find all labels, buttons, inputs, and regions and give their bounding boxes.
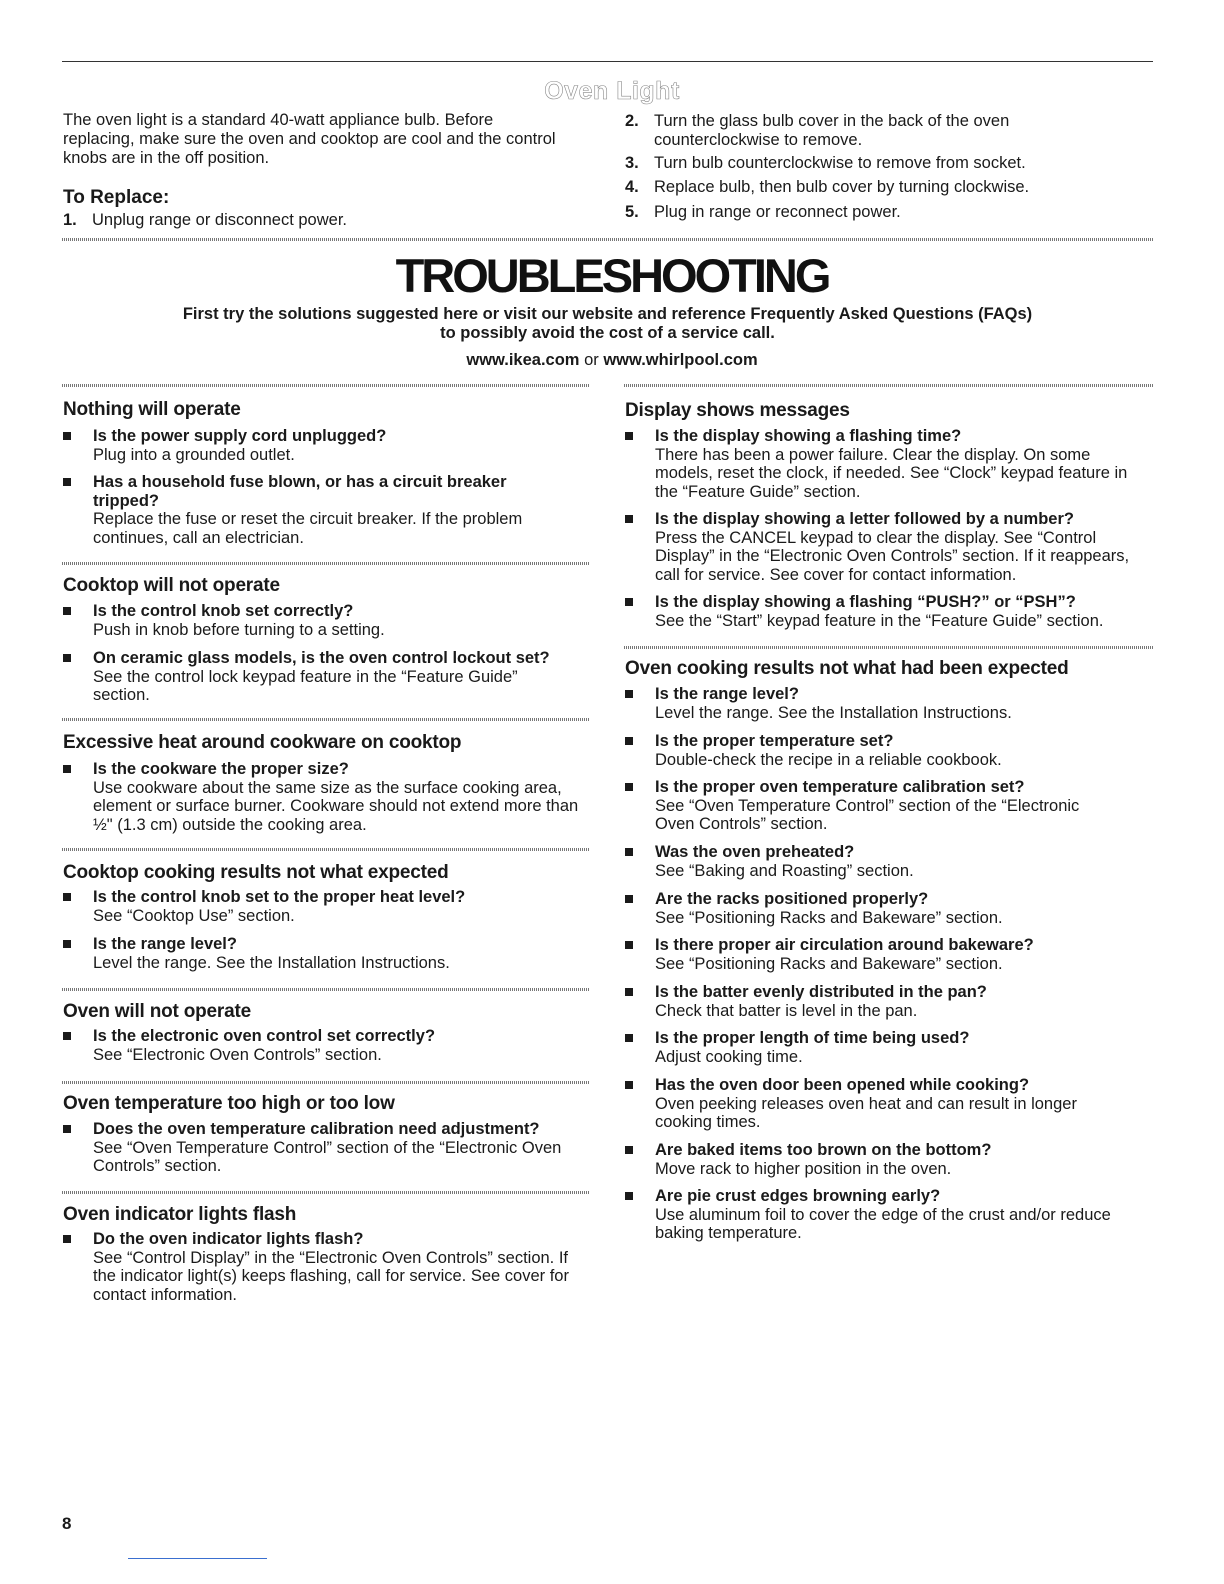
bottom-link-line (128, 1558, 267, 1559)
qa-item (625, 936, 1155, 973)
question: Is the display showing a letter followed by a number? (655, 510, 1074, 528)
section-divider (62, 562, 590, 565)
answer: Use cookware about the same size as the surface cooking area, element or surface burner. Cookware should not extend more than ½" (1.3 cm) outside the cooking area. (93, 778, 579, 834)
step-number: 3. (625, 154, 639, 172)
answer: Adjust cooking time. (655, 1047, 803, 1066)
qa-item (625, 1187, 1155, 1243)
section-heading: Cooktop will not operate (63, 575, 280, 596)
section-heading: Display shows messages (625, 400, 850, 421)
qa-item (63, 649, 593, 705)
qa-item (63, 1120, 593, 1176)
question: Does the oven temperature calibration need adjustment? (93, 1120, 540, 1138)
qa-item (63, 888, 583, 925)
section-heading: Oven cooking results not what had been expected (625, 658, 1069, 679)
section-divider (624, 646, 1153, 649)
section-divider (62, 988, 590, 991)
bullet-icon (625, 1034, 633, 1042)
step-text: Unplug range or disconnect power. (92, 211, 347, 229)
website-or: or (584, 351, 599, 369)
answer: See the control lock keypad feature in the “Feature Guide” section. (93, 667, 518, 704)
section-divider (62, 1081, 590, 1084)
qa-item (63, 1027, 563, 1064)
question: Has the oven door been opened while cooking? (655, 1076, 1030, 1094)
step-number: 4. (625, 178, 639, 196)
subtitle-line-1: First try the solutions suggested here or visit our website and reference Frequently Asked Questions (FAQs) (182, 305, 1033, 323)
question: Is the cookware the proper size? (93, 760, 349, 778)
bullet-icon (625, 598, 633, 606)
qa-item (625, 593, 1155, 630)
oven-light-intro: The oven light is a standard 40-watt appliance bulb. Before replacing, make sure the oven and cooktop are cool and the control knobs are in the off position. (63, 111, 556, 167)
qa-item (625, 732, 1125, 769)
question: Was the oven preheated? (655, 843, 855, 861)
answer: Level the range. See the Installation Instructions. (655, 703, 1012, 722)
question: Is the range level? (655, 685, 799, 703)
step-text: Turn the glass bulb cover in the back of the oven counterclockwise to remove. (654, 112, 1010, 149)
qa-item (625, 843, 1125, 880)
qa-item (625, 427, 1155, 501)
bullet-icon (625, 737, 633, 745)
section-divider (62, 848, 590, 851)
subtitle-line-2: to possibly avoid the cost of a service call. (440, 324, 775, 342)
section-divider (62, 718, 590, 721)
qa-item (625, 1076, 1125, 1132)
answer: See “Control Display” in the “Electronic Oven Controls” section. If the indicator light(s) keeps flashing, call for service. See cover for contact information. (93, 1248, 569, 1304)
answer: Replace the fuse or reset the circuit breaker. If the problem continues, call an electrician. (93, 510, 523, 547)
section-heading: Nothing will operate (63, 399, 241, 420)
question: Do the oven indicator lights flash? (93, 1230, 364, 1248)
bullet-icon (63, 1235, 71, 1243)
bullet-icon (63, 1032, 71, 1040)
question: Is the control knob set correctly? (93, 602, 354, 620)
bullet-icon (63, 765, 71, 773)
answer: Use aluminum foil to cover the edge of the crust and/or reduce baking temperature. (655, 1205, 1111, 1242)
qa-item (63, 427, 563, 464)
question: Is there proper air circulation around bakeware? (655, 936, 1034, 954)
bullet-icon (63, 607, 71, 615)
answer: See “Oven Temperature Control” section of the “Electronic Oven Controls” section. (93, 1138, 562, 1175)
step-number: 1. (63, 211, 77, 229)
section-heading: Oven temperature too high or too low (63, 1093, 395, 1114)
bullet-icon (625, 432, 633, 440)
bullet-icon (625, 690, 633, 698)
bullet-icon (625, 783, 633, 791)
qa-item (63, 760, 583, 834)
qa-item (625, 778, 1125, 834)
bullet-icon (63, 940, 71, 948)
qa-item (63, 935, 563, 972)
bullet-icon (625, 1081, 633, 1089)
bullet-icon (625, 515, 633, 523)
question: Is the proper oven temperature calibration set? (655, 778, 1025, 796)
question: On ceramic glass models, is the oven control lockout set? (93, 649, 550, 667)
section-heading: Oven indicator lights flash (63, 1204, 297, 1225)
bullet-icon (625, 988, 633, 996)
section-divider (62, 1191, 590, 1194)
answer: Level the range. See the Installation Instructions. (93, 953, 450, 972)
question: Is the proper length of time being used? (655, 1029, 970, 1047)
step-number: 5. (625, 203, 639, 221)
website-ikea: www.ikea.com (466, 351, 580, 369)
bullet-icon (625, 941, 633, 949)
question: Is the control knob set to the proper heat level? (93, 888, 466, 906)
question: Are the racks positioned properly? (655, 890, 929, 908)
question: Is the power supply cord unplugged? (93, 427, 387, 445)
answer: Double-check the recipe in a reliable cookbook. (655, 750, 1002, 769)
bullet-icon (625, 1192, 633, 1200)
troubleshooting-subtitle (62, 305, 1153, 343)
page-number: 8 (62, 1514, 72, 1533)
question: Is the range level? (93, 935, 237, 953)
answer: Oven peeking releases oven heat and can result in longer cooking times. (655, 1094, 1077, 1131)
answer: Plug into a grounded outlet. (93, 445, 295, 464)
oven-light-title: Oven Light (544, 77, 680, 105)
website-whirlpool: www.whirlpool.com (603, 351, 758, 369)
bullet-icon (625, 895, 633, 903)
bullet-icon (625, 1146, 633, 1154)
answer: See the “Start” keypad feature in the “Feature Guide” section. (655, 611, 1104, 630)
section-divider (62, 238, 1153, 241)
troubleshooting-title: TROUBLESHOOTING (395, 249, 829, 302)
step-number: 2. (625, 112, 639, 130)
qa-item (625, 1029, 1125, 1066)
question: Are baked items too brown on the bottom? (655, 1141, 992, 1159)
to-replace-heading: To Replace: (63, 187, 170, 208)
section-heading: Excessive heat around cookware on cooktop (63, 732, 462, 753)
qa-item (63, 602, 563, 639)
section-heading: Oven will not operate (63, 1001, 251, 1022)
answer: Press the CANCEL keypad to clear the display. See “Control Display” in the “Electronic Oven Controls” section. If it reappears, call for service. See cover for contact information. (655, 528, 1130, 584)
bullet-icon (63, 893, 71, 901)
bullet-icon (63, 1125, 71, 1133)
question: Is the display showing a flashing “PUSH?” or “PSH”? (655, 593, 1076, 611)
bullet-icon (63, 432, 71, 440)
step-text: Replace bulb, then bulb cover by turning clockwise. (654, 178, 1030, 196)
qa-item (63, 1230, 583, 1304)
bullet-icon (625, 848, 633, 856)
question: Is the display showing a flashing time? (655, 427, 962, 445)
qa-item (63, 473, 563, 547)
bullet-icon (63, 654, 71, 662)
step-text: Plug in range or reconnect power. (654, 203, 901, 221)
answer: Move rack to higher position in the oven. (655, 1159, 952, 1178)
section-divider (624, 384, 1153, 387)
answer: See “Baking and Roasting” section. (655, 861, 914, 880)
answer: Push in knob before turning to a setting. (93, 620, 385, 639)
section-divider (62, 384, 590, 387)
answer: Check that batter is level in the pan. (655, 1001, 918, 1020)
qa-item (625, 510, 1155, 584)
question: Has a household fuse blown, or has a circuit breaker tripped? (93, 473, 507, 510)
qa-item (625, 890, 1125, 927)
top-rule (62, 61, 1153, 62)
question: Is the batter evenly distributed in the pan? (655, 983, 987, 1001)
answer: See “Electronic Oven Controls” section. (93, 1045, 382, 1064)
answer: See “Oven Temperature Control” section of the “Electronic Oven Controls” section. (655, 796, 1080, 833)
question: Is the proper temperature set? (655, 732, 894, 750)
question: Are pie crust edges browning early? (655, 1187, 941, 1205)
question: Is the electronic oven control set correctly? (93, 1027, 436, 1045)
qa-item (625, 1141, 1125, 1178)
bullet-icon (63, 478, 71, 486)
answer: See “Positioning Racks and Bakeware” section. (655, 954, 1003, 973)
answer: See “Positioning Racks and Bakeware” section. (655, 908, 1003, 927)
section-heading: Cooktop cooking results not what expected (63, 862, 449, 883)
qa-item (625, 983, 1125, 1020)
answer: See “Cooktop Use” section. (93, 906, 295, 925)
website-links (0, 351, 1224, 370)
qa-item (625, 685, 1125, 722)
answer: There has been a power failure. Clear the display. On some models, reset the clock, if needed. See “Clock” keypad feature in the “Feature Guide” section. (655, 445, 1128, 501)
step-text: Turn bulb counterclockwise to remove from socket. (654, 154, 1026, 172)
